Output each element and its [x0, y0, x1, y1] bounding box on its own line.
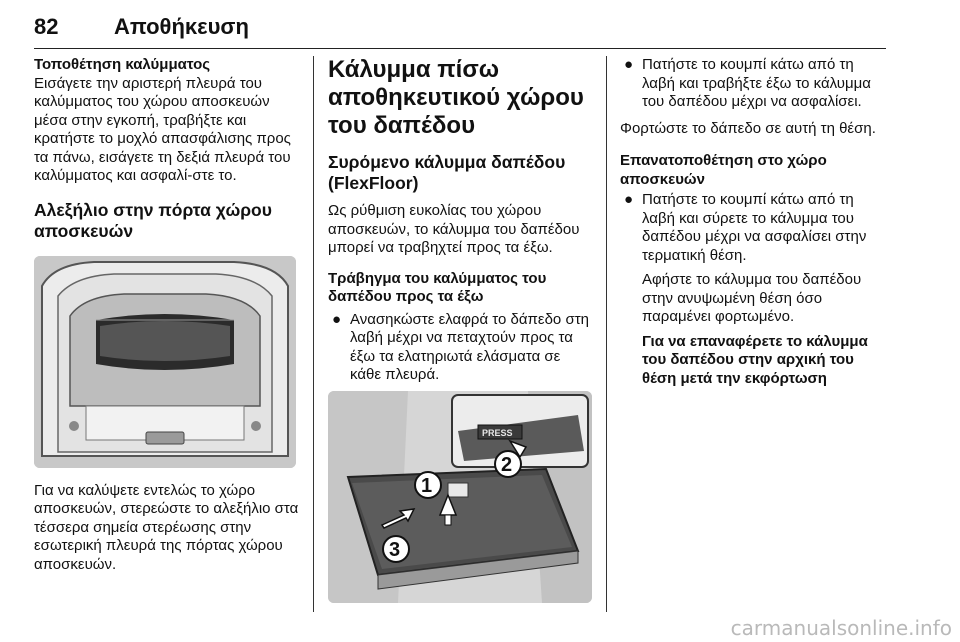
paragraph-sunshade: Για να καλύψετε εντελώς το χώρο αποσκευών, στερεώστε το αλεξήλιο στα τέσσερα σημεία στερέωσης στην εσωτερική πλευρά της πόρτας χώρου αποσκευών. — [34, 481, 299, 573]
page-number: 82 — [34, 14, 59, 39]
figure-sunshade — [34, 256, 296, 468]
heading-floor-cover: Κάλυμμα πίσω αποθηκευτικού χώρου του δαπέδου — [328, 56, 584, 139]
column-divider — [606, 56, 607, 612]
bullet-press-button — [620, 56, 886, 112]
watermark: carmanualsonline.info — [730, 616, 952, 640]
paragraph-raised-position: Αφήστε το κάλυμμα του δαπέδου στην ανυψωμένη θέση όσο παραμένει φορτωμένο. — [642, 271, 862, 325]
label-1: 1 — [421, 474, 433, 497]
flexfloor-illustration — [328, 391, 592, 603]
page-header — [34, 8, 886, 49]
page-title: Αποθήκευση — [114, 14, 249, 39]
paragraph-install-cover: Εισάγετε την αριστερή πλευρά του καλύμματος του χώρου αποσκευών μέσα στην εγκοπή, τραβήξτε και κρατήστε το μοχλό απασφάλισης προς τα πάνω, εισάγετε τη δεξιά πλευρά του καλύμματος και ασφαλί-στε το. — [34, 74, 291, 184]
heading-pull-out: Τράβηγμα του καλύμματος του δαπέδου προς τα έξω — [328, 269, 547, 305]
bullet-dot: ● — [624, 56, 634, 73]
label-3: 3 — [389, 538, 401, 561]
heading-reposition: Επανατοποθέτηση στο χώρο αποσκευών — [620, 152, 827, 188]
heading-restore-cover: Για να επαναφέρετε το κάλυμμα του δαπέδου στην αρχική του θέση μετά την εκφόρτωση — [642, 332, 868, 387]
sunshade-illustration — [34, 256, 296, 468]
bullet-slide-cover — [620, 191, 886, 265]
label-press: PRESS — [482, 427, 513, 438]
bullet-dot: ● — [624, 191, 634, 208]
paragraph-flexfloor-intro: Ως ρύθμιση ευκολίας του χώρου αποσκευών, το κάλυμμα του δαπέδου μπορεί να τραβηχτεί προς τα έξω. — [328, 202, 580, 256]
bullet-text: Ανασηκώστε ελαφρά το δάπεδο στη λαβή μέχρι να πεταχτούν προς τα έξω τα ελατηριωτά ελάσματα σε κάθε πλευρά. — [350, 310, 589, 383]
bullet-dot: ● — [332, 310, 342, 328]
label-2: 2 — [501, 453, 513, 476]
heading-install-cover: Τοποθέτηση καλύμματος — [34, 56, 211, 73]
heading-sunshade: Αλεξήλιο στην πόρτα χώρου αποσκευών — [34, 199, 272, 241]
paragraph-load-floor: Φορτώστε το δάπεδο σε αυτή τη θέση. — [620, 119, 876, 137]
heading-flexfloor: Συρόμενο κάλυμμα δαπέδου (FlexFloor) — [328, 152, 566, 193]
column-1 — [34, 56, 300, 574]
figure-flexfloor — [328, 391, 592, 603]
column-2 — [328, 56, 592, 603]
column-divider — [313, 56, 314, 612]
bullet-text: Πατήστε το κουμπί κάτω από τη λαβή και τραβήξτε έξω το κάλυμμα του δαπέδου μέχρι να ασφαλίσει. — [642, 56, 871, 110]
column-3 — [620, 56, 886, 388]
bullet-text: Πατήστε το κουμπί κάτω από τη λαβή και σύρετε το κάλυμμα του δαπέδου μέχρι να ασφαλίσει στην τερματική θέση. — [642, 191, 867, 264]
bullet-lift-floor — [328, 311, 592, 385]
